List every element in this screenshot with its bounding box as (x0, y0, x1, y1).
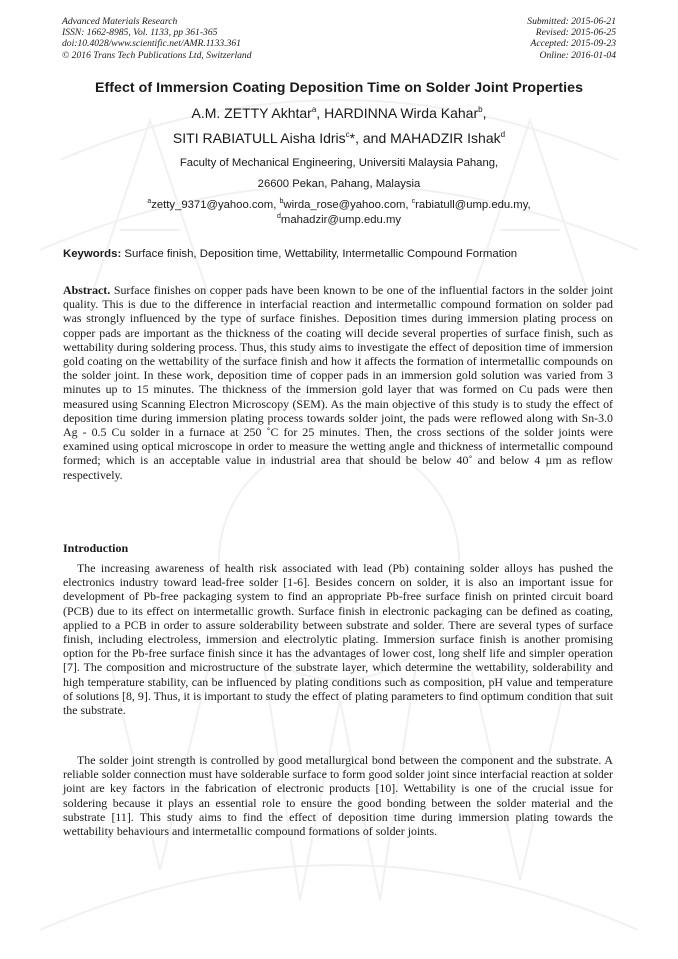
author-separator: , (482, 105, 487, 121)
journal-info (62, 16, 362, 61)
author-name: A.M. ZETTY Akhtar (191, 105, 312, 121)
author-name: MAHADZIR Ishak (390, 130, 501, 146)
author-name: SITI RABIATULL Aisha Idris (172, 130, 346, 146)
author-affil-mark: b (478, 105, 483, 114)
email-line-2 (0, 214, 678, 226)
publication-dates (376, 16, 616, 61)
issn-line: ISSN: 1662-8985, Vol. 1133, pp 361-365 (62, 27, 218, 39)
email-mark: d (277, 213, 281, 220)
paper-title: Effect of Immersion Coating Deposition Time on Solder Joint Properties (94, 80, 584, 96)
email-address[interactable]: zetty_9371@yahoo.com, (151, 199, 280, 211)
email-mark: c (411, 198, 416, 205)
author-affil-mark: d (500, 130, 506, 139)
affiliation-line-2: 26600 Pekan, Pahang, Malaysia (257, 178, 421, 190)
journal-name: Advanced Materials Research (62, 16, 178, 27)
author-line-2 (0, 130, 678, 146)
email-mark: a (147, 198, 152, 205)
author-separator: , (316, 105, 325, 121)
email-mark: b (279, 198, 284, 205)
abstract (63, 283, 613, 482)
online-date: Online: 2016-01-04 (539, 49, 616, 61)
email-line-1 (0, 199, 678, 211)
copyright-line: © 2016 Trans Tech Publications Ltd, Switzerland (62, 49, 252, 61)
keywords-label: Keywords: (63, 248, 122, 260)
email-address[interactable]: rabiatull@ump.edu.my, (415, 199, 531, 211)
keywords-text: Surface finish, Deposition time, Wettability, Intermetallic Compound Formation (121, 248, 518, 260)
revised-date: Revised: 2015-06-25 (535, 27, 616, 39)
author-line-1 (0, 105, 678, 121)
keywords (63, 248, 623, 260)
introduction-paragraph-2: The solder joint strength is controlled by good metallurgical bond between the component and the substrate. A reliable solder connection must have solderable surface to form good solder joint since interfacial reaction at solder joint are key factors in the fabrication of electronic products [10]. Wettability is one of the crucial issue for soldering because it plays an essential role to ensure the good bonding between the solder material and the substrate [11]. This study aims to find the effect of deposition time during immersion plating towards the wettability behaviours and intermetallic compound formations of solder joints. (63, 753, 613, 839)
abstract-label: Abstract. (63, 283, 111, 297)
introduction-paragraph-1: The increasing awareness of health risk associated with lead (Pb) containing solder alloys has pushed the electronics industry toward lead-free solder [1-6]. Besides concern on solder, it is also an important issue for development of Pb-free packaging system to find an appropriate Pb-free surface finish on printed circuit board (PCB) due to its effect on intermetallic growth. Surface finish in electronic packaging can be defined as coating, applied to a PCB in order to assure solderability between substrate and solder. There are several types of surface finish, including electroless, immersion and electrolytic plating. Immersion surface finish is another promising option for the Pb-free surface finish since it has the advantages of lower cost, long shelf life and simpler operation [7]. The composition and microstructure of the substrate layer, which determine the wettability, solderability and high temperature stability, can be influenced by plating conditions such as composition, pH value and temperature of solutions [8, 9]. Thus, it is important to study the effect of plating parameters to find optimum condition that suit the substrate. (63, 561, 613, 718)
submitted-date: Submitted: 2015-06-21 (527, 16, 616, 27)
author-affil-mark: c (345, 130, 350, 139)
accepted-date: Accepted: 2015-09-23 (530, 38, 616, 50)
section-heading-introduction: Introduction (63, 541, 129, 555)
email-address[interactable]: mahadzir@ump.edu.my (280, 214, 401, 226)
author-affil-mark: a (311, 105, 317, 114)
corresponding-author-mark: *, and (349, 130, 391, 146)
doi-line[interactable]: doi:10.4028/www.scientific.net/AMR.1133.361 (62, 38, 241, 50)
affiliation-line-1: Faculty of Mechanical Engineering, Universiti Malaysia Pahang, (179, 157, 499, 169)
email-address[interactable]: wirda_rose@yahoo.com, (283, 199, 412, 211)
author-name: HARDINNA Wirda Kahar (324, 105, 479, 121)
abstract-text: Surface finishes on copper pads have been known to be one of the influential factors in the solder joint quality. This is due to the difference in interfacial reaction and intermetallic compound formation on solder pad was strongly influenced by the type of surface finishes. Deposition times during immersion plating process on copper pads are important as the thickness of the coating will decide several properties of surface finish, such as wettability during soldering process. Thus, this study aims to investigate the effect of deposition time of immersion gold coating on the wettability of the surface finish and how it affects the formation of intermetallic compounds on the solder joint. In these work, deposition time of copper pads in an immersion gold solution was varied from 3 minutes up to 15 minutes. The thickness of the immersion gold layer that was formed on Cu pads were then measured using Scanning Electron Microscopy (SEM). As the main objective of this study is to study the effect of deposition time during immersion plating process towards solder joint, the pads were reflowed along with Sn-3.0 Ag - 0.5 Cu solder in a furnace at 250 ˚C for 25 minutes. Then, the cross sections of the solder joints were examined using optical microscope in order to measure the wetting angle and thickness of intermetallic compound formed; which is an acceptable value in industrial area that should be below 40˚ and below 4 µm as reflow respectively. (63, 283, 613, 482)
